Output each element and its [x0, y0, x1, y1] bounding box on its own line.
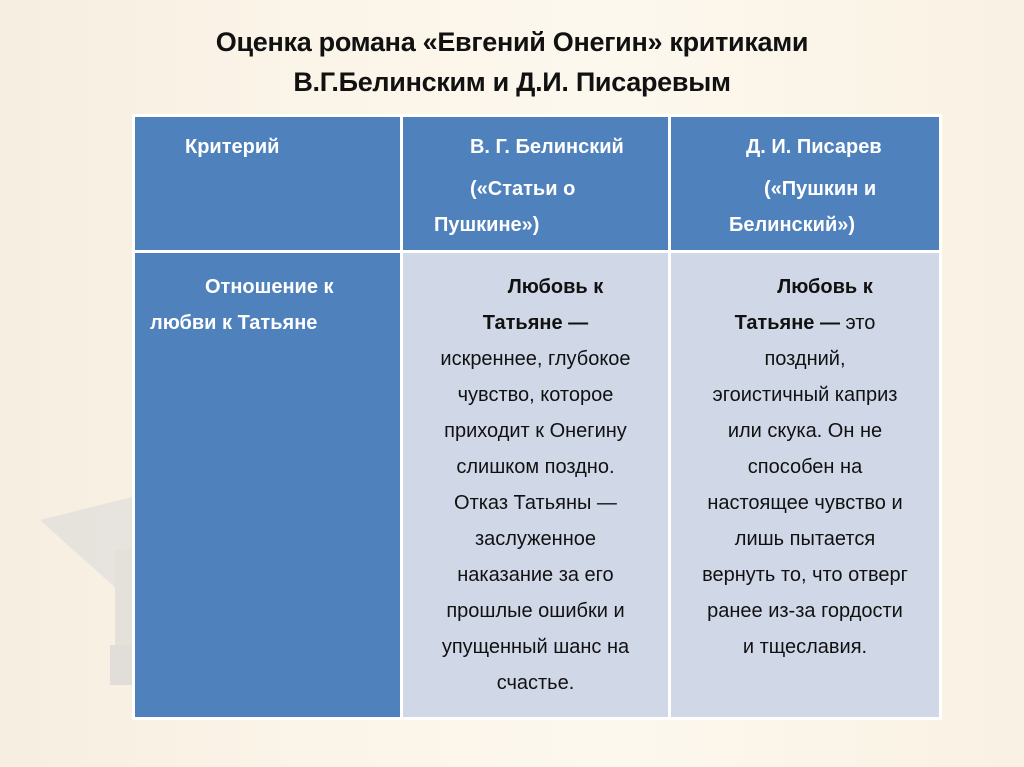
pisarev-text-line: или скука. Он не	[727, 420, 883, 442]
header-criterion-label: Критерий	[185, 136, 280, 158]
slide-title	[0, 22, 1024, 102]
belinsky-text-line: Отказ Татьяны —	[454, 492, 617, 514]
header-pisarev-work-line-2: Белинский»)	[728, 214, 856, 236]
belinsky-text-line: искреннее, глубокое	[440, 348, 631, 370]
row-pisarev-cell	[671, 253, 939, 717]
table-row	[135, 253, 939, 717]
header-belinsky-work-line-1: («Статьи о	[469, 178, 576, 200]
pisarev-text-line: вернуть то, что отверг	[702, 564, 908, 586]
pisarev-line-2-rest: это	[839, 312, 876, 334]
belinsky-text-line: прошлые ошибки и	[446, 600, 625, 622]
belinsky-text-line: заслуженное	[474, 528, 596, 550]
belinsky-text-line: приходит к Онегину	[444, 420, 627, 442]
header-cell-belinsky	[403, 117, 668, 250]
pisarev-text-line: эгоистичный каприз	[712, 384, 898, 406]
pisarev-text-line: способен на	[747, 456, 863, 478]
pisarev-text-line: лишь пытается	[734, 528, 876, 550]
pisarev-text-line: поздний,	[764, 348, 846, 370]
belinsky-text-line: слишком поздно.	[456, 456, 615, 478]
header-cell-pisarev	[671, 117, 939, 250]
belinsky-text-line: наказание за его	[457, 564, 614, 586]
pisarev-text-line: настоящее чувство и	[707, 492, 903, 514]
header-pisarev-name: Д. И. Писарев	[745, 136, 882, 158]
pisarev-bold-line-2: Татьяне —	[734, 312, 840, 334]
pisarev-text-line: и тщеславия.	[742, 636, 868, 658]
header-pisarev-work-line-1: («Пушкин и	[763, 178, 877, 200]
header-belinsky-name: В. Г. Белинский	[469, 136, 624, 158]
slide-title-line-1: Оценка романа «Евгений Онегин» критиками	[215, 27, 809, 57]
row-belinsky-cell	[403, 253, 668, 717]
row-criterion-line-1: Отношение к	[205, 276, 334, 298]
header-cell-criterion	[135, 117, 400, 250]
belinsky-text-line: чувство, которое	[457, 384, 614, 406]
belinsky-bold-line-1: Любовь к	[507, 276, 604, 298]
pisarev-bold-line-1: Любовь к	[777, 276, 873, 298]
row-criterion-line-2: любви к Татьяне	[150, 312, 318, 334]
table-header-row	[135, 117, 939, 250]
critics-comparison-table	[132, 114, 942, 720]
pisarev-line-2	[673, 305, 937, 341]
row-criterion-cell	[135, 253, 400, 717]
belinsky-bold-line-2: Татьяне —	[482, 312, 589, 334]
belinsky-text-line: упущенный шанс на	[441, 636, 630, 658]
belinsky-text-line: счастье.	[496, 672, 575, 694]
pisarev-text-line: ранее из-за гордости	[707, 600, 903, 622]
slide-title-line-2: В.Г.Белинским и Д.И. Писаревым	[293, 67, 731, 97]
header-belinsky-work-line-2: Пушкине»)	[433, 214, 540, 236]
